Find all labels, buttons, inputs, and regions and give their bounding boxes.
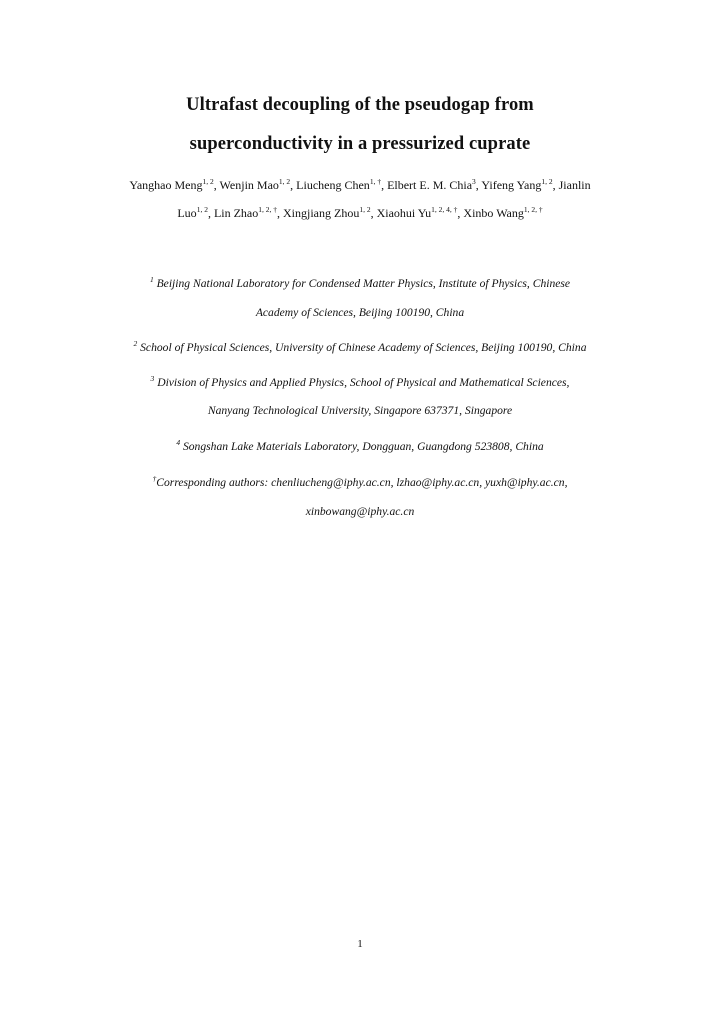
- author-affiliation-marks: 1, 2: [278, 177, 291, 186]
- author-affiliation-marks: 3: [472, 177, 476, 186]
- affiliation-marker: 4: [176, 438, 181, 447]
- author: Lin Zhao$^{1, 2, \dagger}$: [213, 205, 278, 220]
- author: Elbert E. M. Chia$^3$: [387, 177, 476, 192]
- author-affiliation-marks: 1, 2: [541, 177, 553, 186]
- affiliation-marker: 2: [133, 339, 138, 348]
- affiliation-1-line-2: Academy of Sciences, Beijing 100190, China: [255, 306, 465, 319]
- affiliation-marker: 1: [149, 275, 154, 284]
- page-number: 1: [357, 938, 363, 950]
- author-affiliation-marks: 1, 2: [359, 205, 371, 214]
- affiliation-3-line-2: Nanyang Technological University, Singapore 637371, Singapore: [207, 404, 513, 417]
- author: Yifeng Yang$^{1, 2}$: [481, 177, 553, 192]
- corresponding-authors: †Corresponding authors: chenliucheng@iphy.ac.cn, lzhao@iphy.ac.cn, yuxh@iphy.ac.cn,: [152, 474, 568, 489]
- author: Xinbo Wang$^{1, 2, \dagger}$: [463, 205, 543, 220]
- author: Xingjiang Zhou$^{1, 2}$: [283, 205, 371, 220]
- author-name-part: Luo: [177, 206, 197, 220]
- author-list-line-1: Yanghao Meng$^{1, 2}$, Wenjin Mao$^{1, 2}$, Liucheng Chen$^{1, \dagger}$, Elbert E. M. Chia$^3$, Yifeng Yang$^{1, 2}$, Jianlin: [129, 177, 591, 192]
- author: Yanghao Meng$^{1, 2}$: [129, 177, 214, 192]
- affiliation-3: $^3$ Division of Physics and Applied Physics, School of Physical and Mathematical Sciences,: [150, 374, 570, 389]
- author-name-part: Jianlin: [558, 178, 591, 192]
- corresponding-authors-line-2: xinbowang@iphy.ac.cn: [305, 505, 415, 518]
- affiliation-marker: 3: [150, 374, 155, 383]
- title-line-2: superconductivity in a pressurized cuprate: [189, 134, 531, 154]
- author-affiliation-marks: 1, 2, †: [523, 205, 543, 214]
- author-affiliation-marks: 1, 2, †: [258, 205, 278, 214]
- author: Wenjin Mao$^{1, 2}$: [219, 177, 291, 192]
- author: Liucheng Chen$^{1, \dagger}$: [296, 177, 382, 192]
- author: Xiaohui $Yu^{1, 2, 4, \dagger}$: [376, 205, 458, 220]
- title-line-1: Ultrafast decoupling of the pseudogap from: [186, 95, 534, 115]
- affiliation-4: $^4$ Songshan Lake Materials Laboratory, Dongguan, Guangdong 523808, China: [176, 438, 544, 453]
- author-affiliation-marks: 1, †: [369, 177, 382, 186]
- dagger-marker: †: [152, 474, 157, 483]
- affiliation-1: $^1$ Beijing National Laboratory for Condensed Matter Physics, Institute of Physics, Chinese: [149, 275, 571, 290]
- author-affiliation-marks: 1, 2, 4, †: [431, 205, 458, 214]
- author-list-line-2: Luo$^{1, 2}$, Lin Zhao$^{1, 2, \dagger}$, Xingjiang Zhou$^{1, 2}$, Xiaohui $Yu^{1, 2, 4, \dagger}$, Xinbo Wang$^{1, 2, \dagger}$: [177, 205, 543, 220]
- author-affiliation-marks: 1, 2: [196, 205, 208, 214]
- author-affiliation-marks: 1, 2: [202, 177, 214, 186]
- affiliation-2: $^2$ School of Physical Sciences, University of Chinese Academy of Sciences, Beijing 100190, China: [133, 339, 587, 354]
